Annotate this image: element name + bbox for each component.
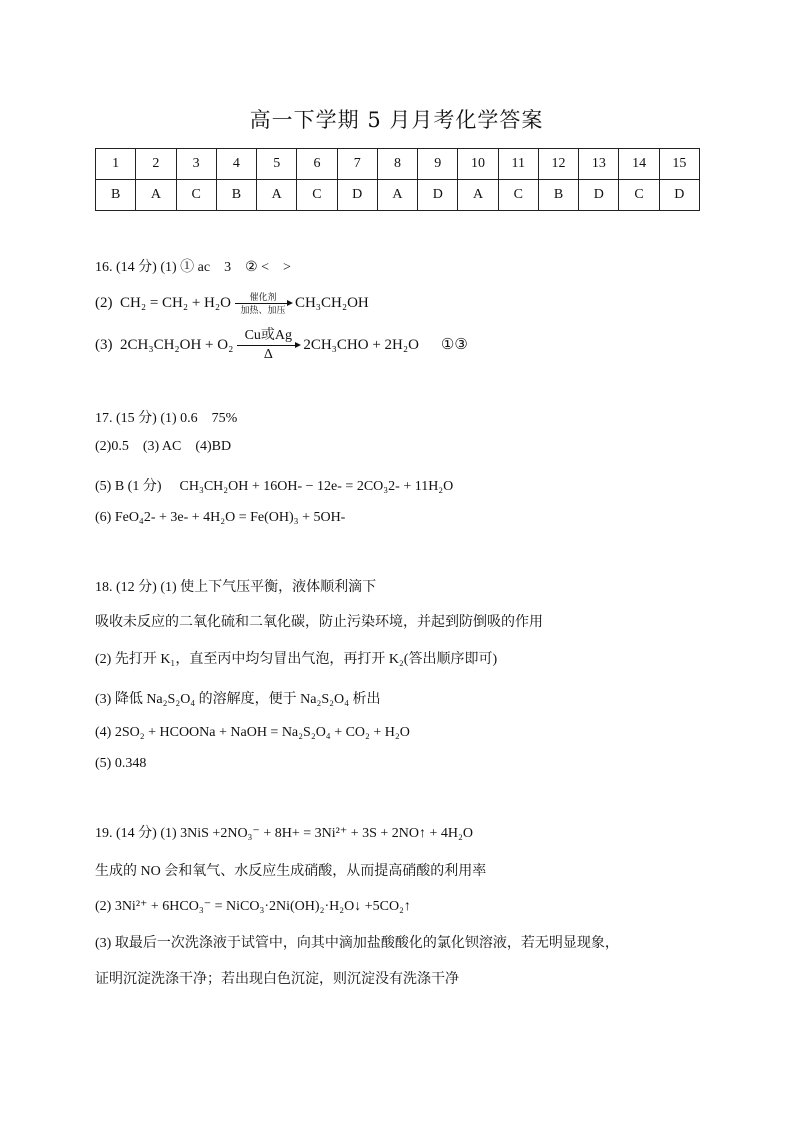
reaction-arrow [237, 328, 299, 363]
q19-line3: (2) 3Ni²⁺ + 6HCO₃⁻ = NiCO₃·2Ni(OH)₂·H₂O↓ +5CO₂↑ [95, 899, 411, 914]
table-cell: 11 [498, 149, 538, 180]
q16-3-products: 2CH₃CHO + 2H₂O [303, 336, 419, 353]
q17-head: 17. (15 分) (1) 0.6 [95, 411, 198, 426]
table-cell: A [377, 180, 417, 211]
q16-2-condition-bottom: 加热、加压 [240, 305, 286, 315]
q17-line1 [95, 407, 237, 427]
q16-2-condition-top: 催化剂 [249, 292, 277, 302]
q19-line4: (3) 取最后一次洗涤液于试管中，向其中滴加盐酸酸化的氯化钡溶液，若无明显现象， [95, 936, 619, 951]
table-cell: 10 [458, 149, 498, 180]
table-cell: D [337, 180, 377, 211]
q18-line6: (5) 0.348 [95, 756, 147, 771]
table-cell: 5 [257, 149, 297, 180]
table-cell: B [538, 180, 578, 211]
q19-line5: 证明沉淀洗涤干净；若出现白色沉淀，则沉淀没有洗涤干净 [95, 972, 459, 987]
q16-head: 16. (14 分) (1) ① ac [95, 260, 211, 275]
answer-table-answer-row [96, 180, 700, 211]
table-cell: 14 [619, 149, 659, 180]
q18-line1: 18. (12 分) (1) 使上下气压平衡，液体顺利滴下 [95, 580, 377, 595]
q16-2-products: CH₃CH₂OH [294, 294, 369, 311]
table-cell: 13 [579, 149, 619, 180]
q17-2: (2)0.5 [95, 439, 129, 454]
q18-line5: (4) 2SO₂ + HCOONa + NaOH = Na₂S₂O₄ + CO₂ + H₂O [95, 725, 410, 740]
q17-5-equation: CH₃CH₂OH + 16OH- − 12e- = 2CO₃2- + 11H₂O [179, 479, 454, 494]
q16-line2 [95, 292, 369, 315]
q17-5: (5) B (1 分) [95, 479, 162, 494]
q16-value-1: 3 [224, 260, 232, 275]
q17-4: (4)BD [195, 439, 232, 454]
table-cell: D [659, 180, 699, 211]
q16-2-label: (2) [95, 294, 113, 311]
table-cell: 1 [96, 149, 136, 180]
table-cell: 9 [418, 149, 458, 180]
table-cell: D [579, 180, 619, 211]
table-cell: 6 [297, 149, 337, 180]
answer-table-number-row [96, 149, 700, 180]
q16-3-label: (3) [95, 336, 113, 353]
table-cell: 2 [136, 149, 176, 180]
q16-value-3: > [283, 260, 291, 275]
q17-line2 [95, 439, 231, 455]
table-cell: C [498, 180, 538, 211]
table-cell: A [136, 180, 176, 211]
q17-line3 [95, 475, 453, 495]
q16-3-reactants: 2CH₃CH₂OH + O₂ [120, 336, 234, 353]
q16-2-reactants: CH₂ = CH₂ + H₂O [120, 294, 231, 311]
q18-line4: (3) 降低 Na₂S₂O₄ 的溶解度，便于 Na₂S₂O₄ 析出 [95, 692, 381, 707]
q17-3: (3) AC [142, 439, 182, 454]
table-cell: B [216, 180, 256, 211]
q16-line3 [95, 328, 468, 363]
table-cell: C [297, 180, 337, 211]
table-cell: C [176, 180, 216, 211]
q17-value: 75% [211, 411, 238, 426]
q16-value-2: ② < [245, 260, 270, 275]
q16-line1 [95, 256, 291, 276]
table-cell: B [96, 180, 136, 211]
q18-line2: 吸收未反应的二氧化硫和二氧化碳，防止污染环境，并起到防倒吸的作用 [95, 615, 543, 630]
q18-line3: (2) 先打开 K₁，直至丙中均匀冒出气泡，再打开 K₂(答出顺序即可) [95, 652, 498, 667]
page-title: 高一下学期 5 月月考化学答案 [249, 108, 544, 132]
table-cell: 4 [216, 149, 256, 180]
q16-3-condition-top: Cu或Ag [244, 328, 293, 343]
q19-line1: 19. (14 分) (1) 3NiS +2NO₃⁻ + 8H+ = 3Ni²⁺ + 3S + 2NO↑ + 4H₂O [95, 826, 473, 841]
q16-3-extra: ①③ [440, 336, 468, 353]
table-cell: 15 [659, 149, 699, 180]
table-cell: C [619, 180, 659, 211]
table-cell: 7 [337, 149, 377, 180]
table-cell: A [257, 180, 297, 211]
q16-3-condition-bottom: Δ [263, 347, 273, 362]
table-cell: 12 [538, 149, 578, 180]
reaction-arrow [235, 292, 291, 315]
answer-table [95, 148, 700, 211]
table-cell: A [458, 180, 498, 211]
q17-line4: (6) FeO₄2- + 3e- + 4H₂O = Fe(OH)₃ + 5OH- [95, 510, 346, 525]
table-cell: 8 [377, 149, 417, 180]
table-cell: 3 [176, 149, 216, 180]
q19-line2: 生成的 NO 会和氧气、水反应生成硝酸，从而提高硝酸的利用率 [95, 864, 487, 879]
table-cell: D [418, 180, 458, 211]
